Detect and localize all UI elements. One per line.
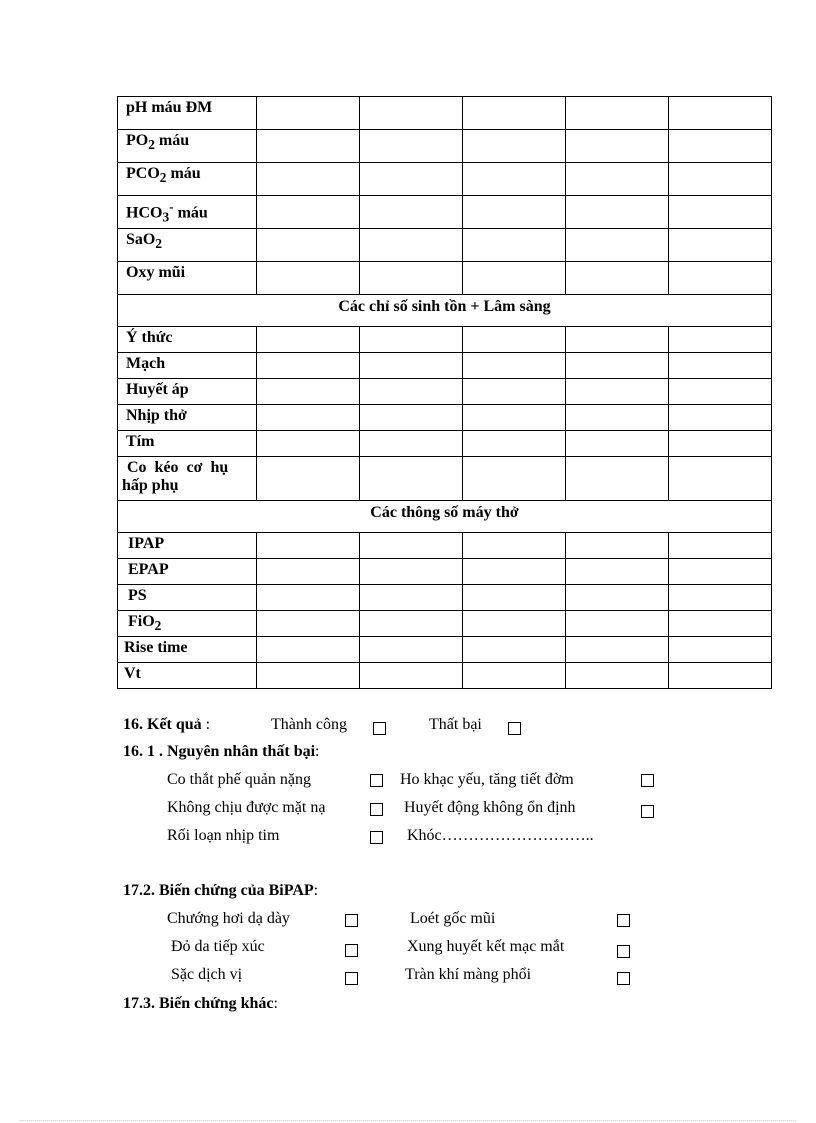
- cell[interactable]: [566, 327, 669, 353]
- cell[interactable]: [566, 431, 669, 457]
- row-label-ph: pH máu ĐM: [118, 97, 257, 130]
- cell[interactable]: [669, 97, 772, 130]
- cell[interactable]: [463, 405, 566, 431]
- cell[interactable]: [360, 262, 463, 295]
- cell[interactable]: [360, 327, 463, 353]
- cell[interactable]: [566, 637, 669, 663]
- cell[interactable]: [257, 163, 360, 196]
- cell[interactable]: [669, 431, 772, 457]
- cause-weak-cough-checkbox[interactable]: [641, 774, 654, 787]
- table-row: [118, 327, 772, 353]
- cell[interactable]: [257, 637, 360, 663]
- cell[interactable]: [257, 262, 360, 295]
- row-label-ps: PS: [118, 585, 257, 611]
- cell[interactable]: [463, 637, 566, 663]
- row-label-oxy-mui: Oxy mũi: [118, 262, 257, 295]
- cell[interactable]: [669, 327, 772, 353]
- row-label-vt: Vt: [118, 663, 257, 689]
- cell[interactable]: [463, 229, 566, 262]
- table-row: [118, 611, 772, 637]
- cell[interactable]: [360, 431, 463, 457]
- complication-aspiration-checkbox[interactable]: [345, 972, 358, 985]
- cell[interactable]: [566, 229, 669, 262]
- row-label-rise-time: Rise time: [118, 637, 257, 663]
- cell[interactable]: [566, 163, 669, 196]
- cell[interactable]: [566, 405, 669, 431]
- cell[interactable]: [463, 611, 566, 637]
- cell[interactable]: [257, 663, 360, 689]
- cell[interactable]: [257, 379, 360, 405]
- cell[interactable]: [360, 353, 463, 379]
- cell[interactable]: [669, 611, 772, 637]
- table-row: [118, 663, 772, 689]
- cell[interactable]: [360, 405, 463, 431]
- cell[interactable]: [669, 637, 772, 663]
- table-row: [118, 379, 772, 405]
- cell[interactable]: [360, 130, 463, 163]
- cause-mask-intolerance-label: Không chịu được mặt nạ: [167, 799, 326, 816]
- cell[interactable]: [360, 637, 463, 663]
- cell[interactable]: [669, 196, 772, 229]
- cause-bronchospasm-checkbox[interactable]: [370, 774, 383, 787]
- cell[interactable]: [360, 663, 463, 689]
- cell[interactable]: [669, 457, 772, 501]
- cell[interactable]: [463, 327, 566, 353]
- cell[interactable]: [566, 130, 669, 163]
- cell[interactable]: [566, 611, 669, 637]
- row-label-co-keo: Co kéo cơ hụ hấp phụ: [118, 457, 257, 501]
- cell[interactable]: [566, 663, 669, 689]
- cell[interactable]: [669, 163, 772, 196]
- cell[interactable]: [463, 457, 566, 501]
- cell[interactable]: [257, 533, 360, 559]
- cell[interactable]: [463, 163, 566, 196]
- complication-conjunctival-checkbox[interactable]: [617, 945, 630, 958]
- cell[interactable]: [257, 585, 360, 611]
- cell[interactable]: [360, 379, 463, 405]
- table-row: [118, 262, 772, 295]
- cell[interactable]: [257, 611, 360, 637]
- cell[interactable]: [463, 533, 566, 559]
- row-label-sao2: SaO$_2$: [118, 229, 257, 262]
- complication-gastric-distension-label: Chướng hơi dạ dày: [167, 910, 290, 927]
- cell[interactable]: [360, 611, 463, 637]
- cell[interactable]: [566, 533, 669, 559]
- table-row: [118, 559, 772, 585]
- cell[interactable]: [360, 457, 463, 501]
- cell[interactable]: [360, 585, 463, 611]
- row-label-hco3: $HCO_3^-$ máu: [118, 196, 257, 229]
- cell[interactable]: [669, 379, 772, 405]
- table-row: [118, 353, 772, 379]
- complication-nasal-ulcer-checkbox[interactable]: [617, 914, 630, 927]
- cell[interactable]: [257, 196, 360, 229]
- cell[interactable]: [463, 97, 566, 130]
- table-row: [118, 97, 772, 130]
- section-row: [118, 501, 772, 533]
- complication-nasal-ulcer-label: Loét gốc mũi: [410, 910, 496, 927]
- cell[interactable]: [360, 163, 463, 196]
- table-row: [118, 130, 772, 163]
- row-label-huyet-ap: Huyết áp: [118, 379, 257, 405]
- cell[interactable]: [463, 585, 566, 611]
- table-row: [118, 585, 772, 611]
- cell[interactable]: [360, 559, 463, 585]
- cell[interactable]: [257, 229, 360, 262]
- table-row: [118, 431, 772, 457]
- complication-skin-redness-checkbox[interactable]: [345, 944, 358, 957]
- page-bottom-divider: [20, 1120, 796, 1121]
- cause-other-label: Khóc………………………..: [407, 827, 594, 844]
- cell[interactable]: [566, 457, 669, 501]
- cause-mask-intolerance-checkbox[interactable]: [370, 803, 383, 816]
- cell[interactable]: [360, 533, 463, 559]
- cell[interactable]: [669, 229, 772, 262]
- cell[interactable]: [360, 196, 463, 229]
- row-label-fio2: FiO$_2$: [118, 611, 257, 637]
- table-row: [118, 533, 772, 559]
- complication-aspiration-label: Sặc dịch vị: [171, 966, 243, 983]
- table-row: [118, 229, 772, 262]
- cell[interactable]: [566, 379, 669, 405]
- section-vitals-heading: Các chỉ số sinh tồn + Lâm sàng: [118, 295, 772, 327]
- cell[interactable]: [669, 405, 772, 431]
- cell[interactable]: [257, 457, 360, 501]
- complication-gastric-distension-checkbox[interactable]: [345, 914, 358, 927]
- cell[interactable]: [463, 262, 566, 295]
- cell[interactable]: [463, 379, 566, 405]
- section-17-3-heading: 17.3. Biến chứng khác:: [123, 995, 278, 1012]
- monitoring-table: [117, 96, 772, 689]
- cell[interactable]: [566, 262, 669, 295]
- cause-arrhythmia-checkbox[interactable]: [370, 831, 383, 844]
- complication-pneumothorax-checkbox[interactable]: [617, 972, 630, 985]
- cell[interactable]: [566, 196, 669, 229]
- complication-pneumothorax-label: Tràn khí màng phổi: [405, 966, 532, 983]
- cell[interactable]: [566, 97, 669, 130]
- cell[interactable]: [463, 663, 566, 689]
- cause-hemodynamic-checkbox[interactable]: [641, 805, 654, 818]
- row-label-po2: $PO_2$ máu: [118, 130, 257, 163]
- cell[interactable]: [669, 262, 772, 295]
- cell[interactable]: [566, 559, 669, 585]
- cell[interactable]: [257, 559, 360, 585]
- cell[interactable]: [669, 559, 772, 585]
- cell[interactable]: [257, 431, 360, 457]
- row-label-y-thuc: Ý thức: [118, 327, 257, 353]
- section-ventilator-heading: Các thông số máy thở: [118, 501, 772, 533]
- table-row: [118, 637, 772, 663]
- row-label-ipap: IPAP: [118, 533, 257, 559]
- result-success-label: Thành công: [271, 716, 347, 733]
- section-16-heading: 16. Kết quả :: [123, 716, 211, 733]
- cause-hemodynamic-label: Huyết động không ổn định: [404, 799, 576, 816]
- cell[interactable]: [669, 533, 772, 559]
- row-label-mach: Mạch: [118, 353, 257, 379]
- cell[interactable]: [463, 196, 566, 229]
- complication-skin-redness-label: Đỏ da tiếp xúc: [171, 938, 265, 955]
- cell[interactable]: [257, 353, 360, 379]
- cell[interactable]: [669, 130, 772, 163]
- row-label-tim: Tím: [118, 431, 257, 457]
- table-row: [118, 196, 772, 229]
- cell[interactable]: [257, 405, 360, 431]
- cell[interactable]: [463, 431, 566, 457]
- cell[interactable]: [566, 585, 669, 611]
- cell[interactable]: [360, 229, 463, 262]
- table-row: [118, 405, 772, 431]
- cell[interactable]: [669, 663, 772, 689]
- cell[interactable]: [463, 353, 566, 379]
- row-label-epap: EPAP: [118, 559, 257, 585]
- cell[interactable]: [566, 353, 669, 379]
- cell[interactable]: [669, 585, 772, 611]
- table-row: [118, 457, 772, 501]
- result-success-checkbox[interactable]: [373, 722, 386, 735]
- section-17-2-heading: 17.2. Biến chứng của BiPAP:: [123, 882, 319, 899]
- complication-conjunctival-label: Xung huyết kết mạc mắt: [407, 938, 565, 955]
- table-row: [118, 163, 772, 196]
- cell[interactable]: [360, 97, 463, 130]
- result-fail-label: Thất bại: [429, 716, 482, 733]
- cell[interactable]: [463, 559, 566, 585]
- cell[interactable]: [463, 130, 566, 163]
- section-row: [118, 295, 772, 327]
- cell[interactable]: [669, 353, 772, 379]
- row-label-pco2: $PCO_2$ máu: [118, 163, 257, 196]
- cause-weak-cough-label: Ho khạc yếu, tăng tiết đờm: [400, 771, 574, 788]
- cell[interactable]: [257, 130, 360, 163]
- cause-arrhythmia-label: Rối loạn nhịp tim: [167, 827, 280, 844]
- cell[interactable]: [257, 97, 360, 130]
- result-fail-checkbox[interactable]: [508, 722, 521, 735]
- cell[interactable]: [257, 327, 360, 353]
- row-label-nhip-tho: Nhịp thở: [118, 405, 257, 431]
- section-16-1-heading: 16. 1 . Nguyên nhân thất bại:: [123, 743, 320, 760]
- cause-bronchospasm-label: Co thắt phế quản nặng: [167, 771, 311, 788]
